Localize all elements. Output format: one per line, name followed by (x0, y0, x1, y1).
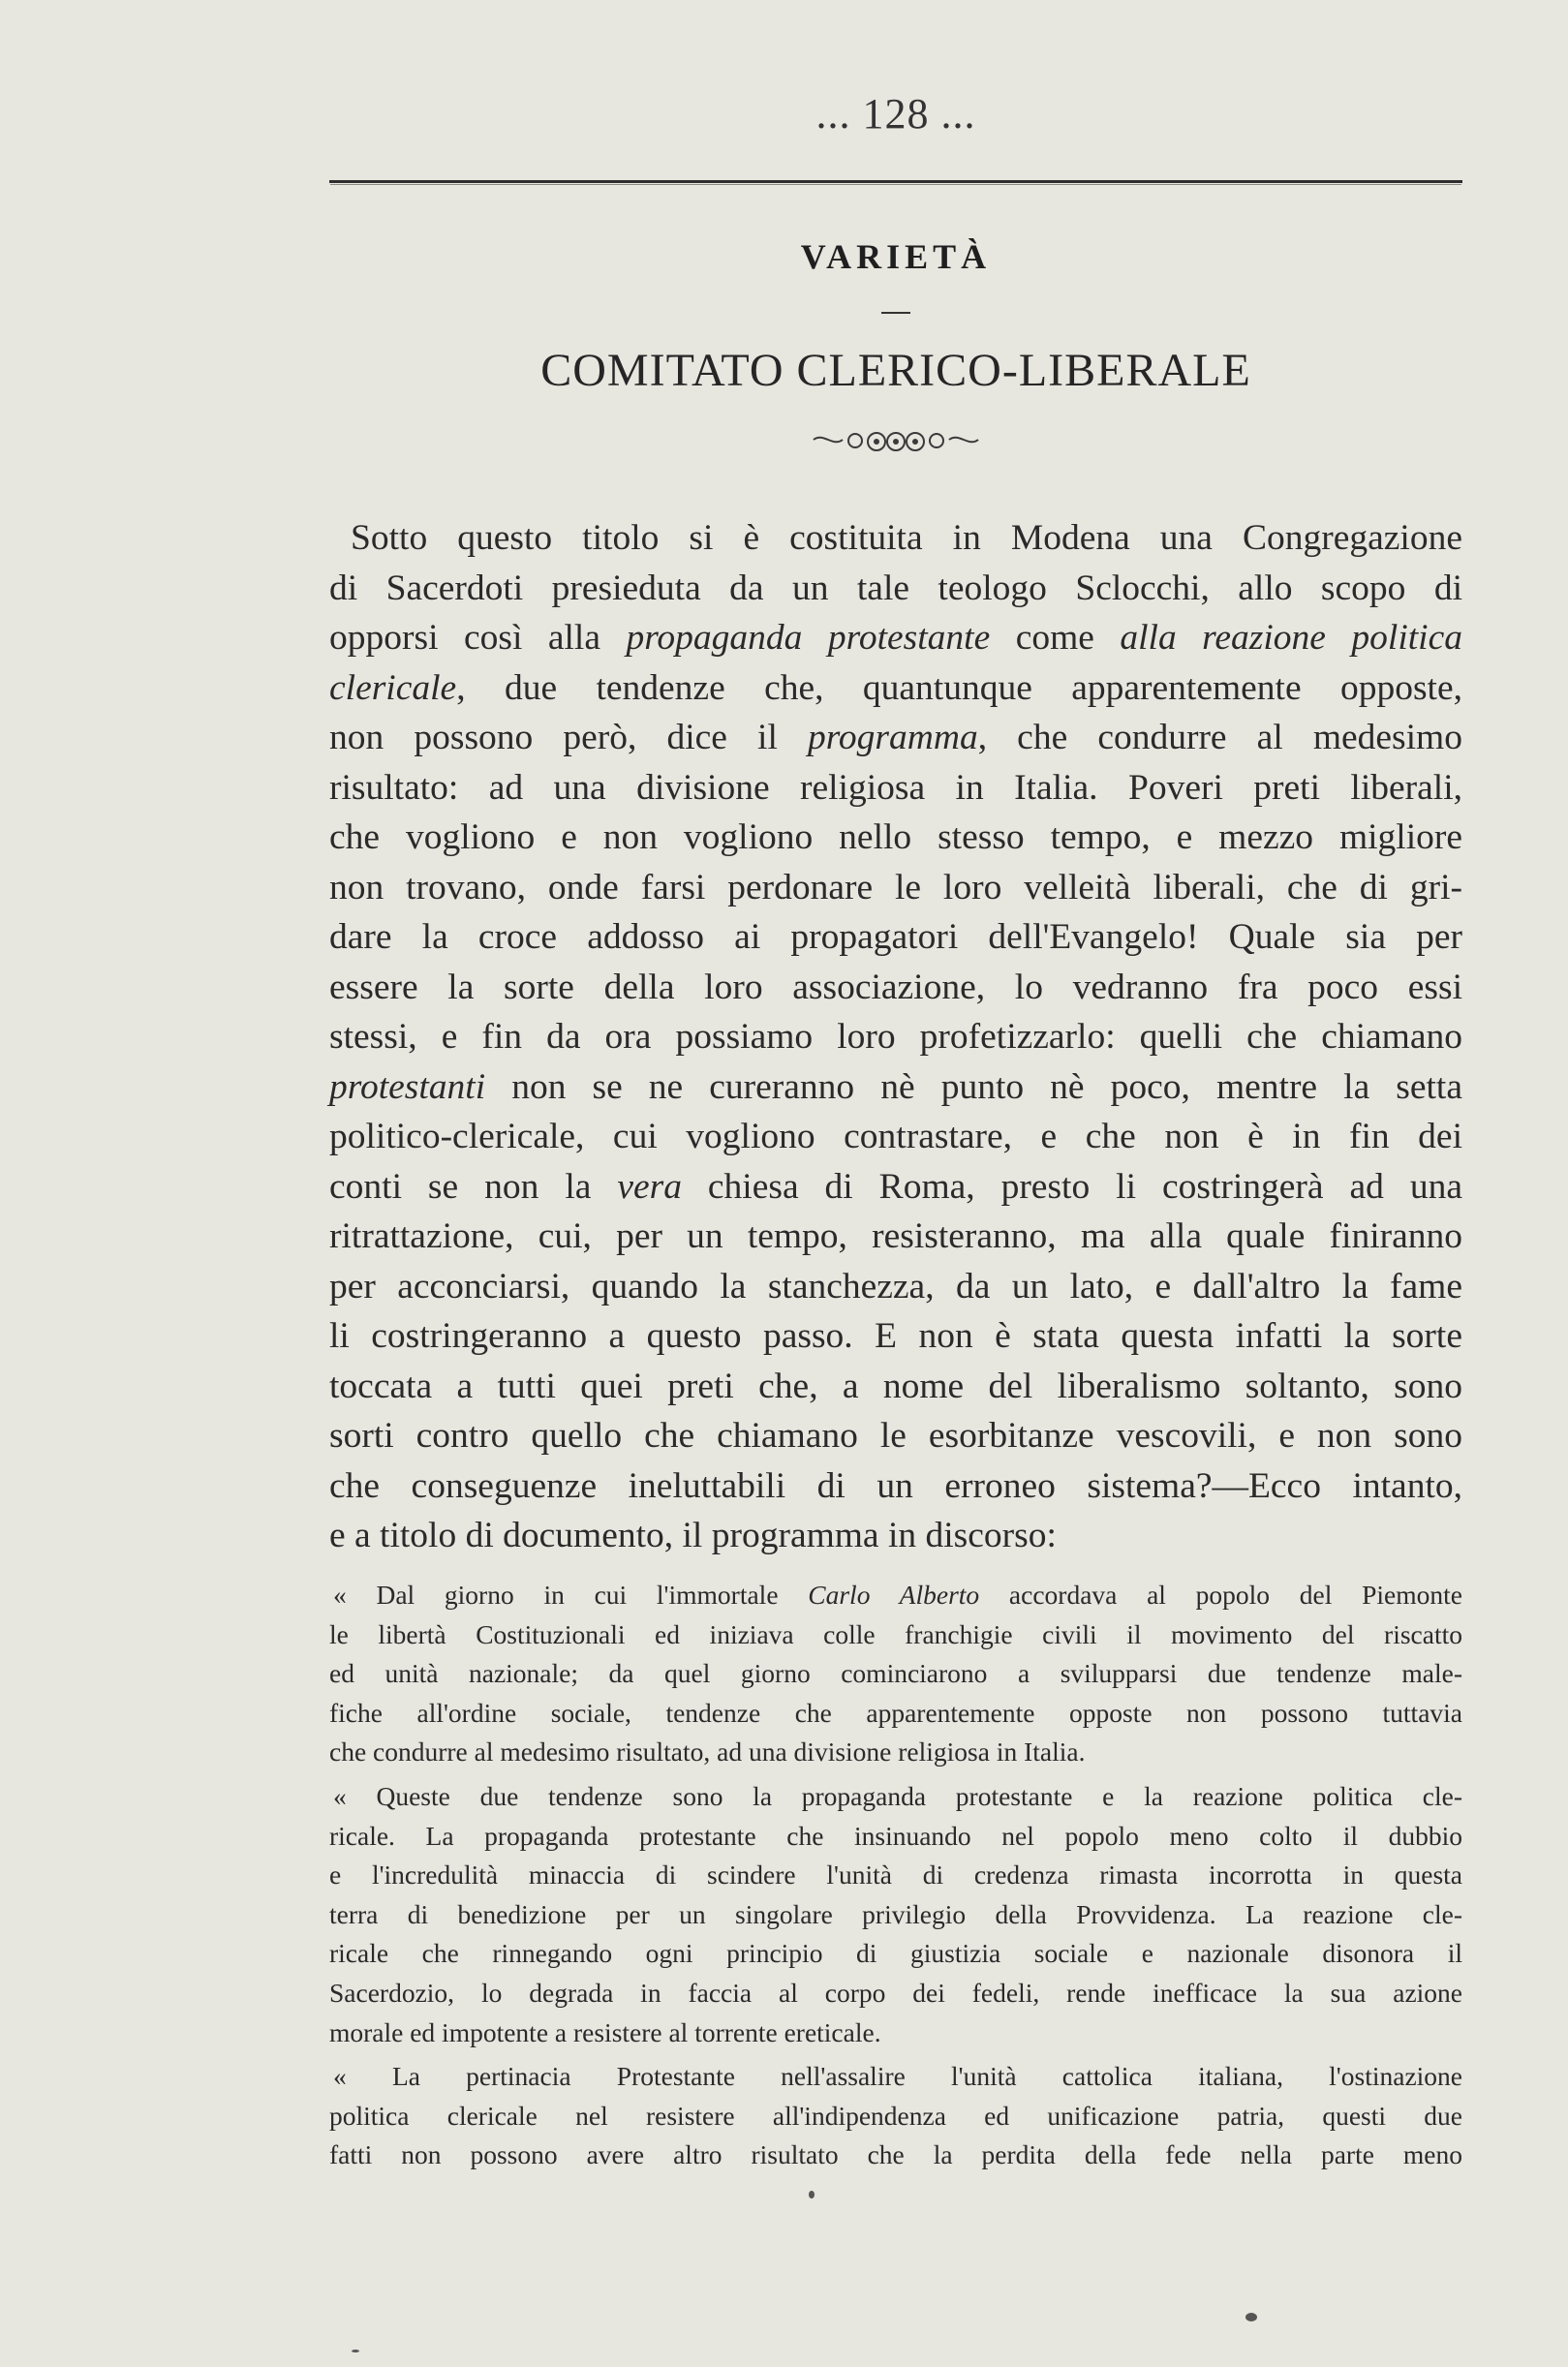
paper-speck (809, 2191, 815, 2198)
emphasis: Carlo Alberto (808, 1580, 980, 1610)
quote-line: « La pertinacia Protestante nell'assalire l'unità cattolica italiana, l'ostinazione (333, 2061, 1462, 2091)
body-line: per acconciarsi, quando la stanchezza, da un lato, e dall'altro la fame (329, 1266, 1462, 1306)
body-line: clericale, due tendenze che, quantunque apparentemente opposte, (329, 667, 1462, 708)
quote-line: ed unità nazionale; da quel giorno cominciarono a svilupparsi due tendenze male- (329, 1658, 1462, 1689)
quote-line: le libertà Costituzionali ed iniziava colle franchigie civili il movimento del riscatto (329, 1618, 1462, 1649)
quote-line: « Dal giorno in cui l'immortale Carlo Alberto accordava al popolo del Piemonte (333, 1580, 1462, 1610)
quote-line: terra di benedizione per un singolare privilegio della Provvidenza. La reazione cle- (329, 1898, 1462, 1929)
article-body (329, 513, 1462, 1561)
quote-paragraph (329, 1576, 1462, 1772)
body-line: dare la croce addosso ai propagatori dell'Evangelo! Quale sia per (329, 917, 1462, 957)
quote-line: che condurre al medesimo risultato, ad una divisione religiosa in Italia. (329, 1737, 1086, 1768)
body-line: politico-clericale, cui vogliono contrastare, e che non è in fin dei (329, 1117, 1462, 1156)
emphasis: alla reazione politica (1120, 618, 1462, 658)
body-line: risultato: ad una divisione religiosa in Italia. Poveri preti liberali, (329, 767, 1462, 808)
article-title: COMITATO CLERICO-LIBERALE (540, 345, 1251, 396)
body-line: toccata a tutti quei preti che, a nome del liberalismo soltanto, sono (329, 1366, 1462, 1406)
body-line: protestanti non se ne cureranno nè punto nè poco, mentre la setta (329, 1066, 1462, 1107)
quote-line: « Queste due tendenze sono la propaganda protestante e la reazione politica cle- (333, 1781, 1462, 1811)
body-line: e a titolo di documento, il programma in discorso: (329, 1516, 1057, 1555)
body-line: conti se non la vera chiesa di Roma, presto li costringerà ad una (329, 1166, 1462, 1207)
quote-line: ricale che rinnegando ogni principio di giustizia sociale e nazionale disonora il (329, 1938, 1462, 1969)
body-line: che vogliono e non vogliono nello stesso tempo, e mezzo migliore (329, 817, 1462, 857)
emphasis: vera (617, 1166, 682, 1207)
paper-speck (1245, 2313, 1257, 2321)
quote-paragraph (329, 1777, 1462, 2052)
body-line: di Sacerdoti presieduta da un tale teologo Sclocchi, allo scopo di (329, 568, 1462, 608)
body-line: non trovano, onde farsi perdonare le loro velleità liberali, che di gri- (329, 867, 1462, 907)
body-line: Sotto questo titolo si è costituita in Modena una Congregazione (351, 518, 1462, 558)
body-line: stessi, e fin da ora possiamo loro profetizzarlo: quelli che chiamano (329, 1017, 1462, 1057)
emphasis: clericale (329, 667, 457, 708)
quote-line: morale ed impotente a resistere al torrente ereticale. (329, 2016, 881, 2047)
title-dash (881, 312, 910, 314)
paper-speck (352, 2350, 359, 2352)
body-line: non possono però, dice il programma, che condurre al medesimo (329, 718, 1462, 757)
header-rule (329, 180, 1462, 183)
section-title: VARIETÀ (800, 237, 992, 276)
body-line: che conseguenze ineluttabili di un erroneo sistema?—Ecco intanto, (329, 1465, 1462, 1506)
quote-line: Sacerdozio, lo degrada in faccia al corpo dei fedeli, rende inefficace la sua azione (329, 1977, 1462, 2008)
body-line: sorti contro quello che chiamano le esorbitanze vescovili, e non sono (329, 1416, 1462, 1456)
floral-ornament-icon (799, 426, 993, 455)
quote-line: fiche all'ordine sociale, tendenze che apparentemente opposte non possono tuttavia (329, 1697, 1462, 1728)
quote-paragraph (329, 2057, 1462, 2175)
emphasis: protestanti (329, 1066, 486, 1107)
emphasis: propaganda protestante (626, 618, 991, 658)
body-line: opporsi così alla propaganda protestante come alla reazione politica (329, 618, 1462, 658)
page-number: ... 128 ... (815, 90, 976, 138)
quote-line: fatti non possono avere altro risultato che la perdita della fede nella parte meno (329, 2139, 1462, 2170)
emphasis: programma (807, 718, 978, 757)
quote-line: ricale. La propaganda protestante che insinuando nel popolo meno colto il dubbio (329, 1820, 1462, 1851)
body-line: ritrattazione, cui, per un tempo, resisteranno, ma alla quale finiranno (329, 1216, 1462, 1256)
body-line: li costringeranno a questo passo. E non è stata questa infatti la sorte (329, 1316, 1462, 1356)
quote-line: e l'incredulità minaccia di scindere l'unità di credenza rimasta incorrotta in questa (329, 1860, 1462, 1891)
body-line: essere la sorte della loro associazione, lo vedranno fra poco essi (329, 967, 1462, 1007)
quote-line: politica clericale nel resistere all'indipendenza ed unificazione patria, questi due (329, 2100, 1462, 2131)
